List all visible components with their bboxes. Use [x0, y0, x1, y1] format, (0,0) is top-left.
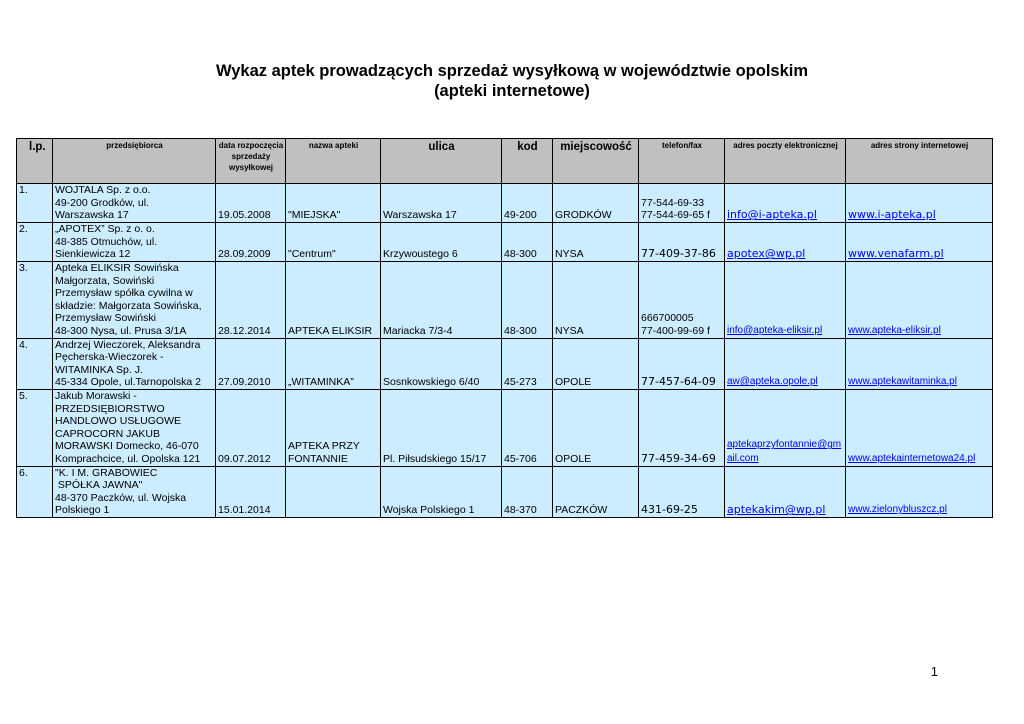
cell-nazwa: [286, 466, 381, 517]
email-link[interactable]: info@apteka-eliksir.pl: [727, 324, 823, 336]
cell-data-text: 28.12.2014: [218, 324, 271, 337]
przedsiebiorca-line: „APOTEX” Sp. z o. o.: [55, 223, 155, 236]
przedsiebiorca-line: Przemysław spółka cywilna w: [55, 287, 193, 300]
przedsiebiorca-line: Warszawska 17: [55, 209, 129, 222]
table-row: [17, 338, 993, 389]
cell-kod-text: 49-200: [504, 209, 537, 222]
cell-lp-text: 5.: [19, 389, 28, 402]
cell-ulica-text: Pl. Piłsudskiego 15/17: [383, 452, 487, 465]
cell-telefon: [639, 466, 725, 517]
telefon-line: 77-400-99-69 f: [641, 324, 710, 337]
cell-miejscowosc-text: NYSA: [555, 324, 584, 337]
website-link[interactable]: www.apteka-eliksir.pl: [848, 324, 941, 336]
przedsiebiorca-line: MORAWSKI Domecko, 46-070: [55, 440, 199, 453]
cell-email: [725, 262, 846, 339]
nazwa-line: "MIEJSKA": [288, 209, 341, 222]
cell-lp-text: 6.: [19, 466, 28, 479]
cell-przedsiebiorca: [53, 223, 216, 262]
przedsiebiorca-line: 45-334 Opole, ul.Tarnopolska 2: [55, 376, 201, 389]
nazwa-line: APTEKA PRZY: [288, 440, 360, 453]
cell-lp: [17, 262, 53, 339]
cell-data-text: 28.09.2009: [218, 248, 271, 261]
cell-www: [846, 223, 993, 262]
cell-email: [725, 184, 846, 223]
cell-telefon: [639, 262, 725, 339]
email-link[interactable]: apotex@wp.pl: [727, 247, 806, 261]
cell-kod: [502, 466, 553, 517]
przedsiebiorca-line: Apteka ELIKSIR Sowińska: [55, 262, 179, 274]
przedsiebiorca-line: 48-385 Otmuchów, ul.: [55, 235, 158, 248]
header-miejscowosc: miejscowość: [553, 139, 639, 184]
przedsiebiorca-line: 49-200 Grodków, ul.: [55, 196, 149, 209]
telefon-line: 77-409-37-86: [641, 247, 716, 261]
przedsiebiorca-line: "K. I M. GRABOWIEC: [55, 466, 158, 479]
cell-miejscowosc-text: OPOLE: [555, 376, 592, 389]
cell-data: [216, 389, 286, 466]
cell-nazwa: [286, 184, 381, 223]
przedsiebiorca-line: Jakub Morawski -: [55, 389, 137, 402]
cell-kod: [502, 389, 553, 466]
nazwa-line: APTEKA ELIKSIR: [288, 324, 373, 337]
przedsiebiorca-line: 48-300 Nysa, ul. Prusa 3/1A: [55, 324, 187, 337]
przedsiebiorca-line: Pęcherska-Wieczorek -: [55, 351, 164, 364]
cell-miejscowosc-text: PACZKÓW: [555, 504, 608, 517]
cell-miejscowosc: [553, 338, 639, 389]
table-row: [17, 223, 993, 262]
cell-przedsiebiorca: [53, 262, 216, 339]
przedsiebiorca-line: HANDLOWO USŁUGOWE: [55, 415, 182, 428]
cell-przedsiebiorca: [53, 338, 216, 389]
header-email: adres poczty elektronicznej: [725, 139, 846, 184]
cell-lp-text: 2.: [19, 223, 28, 235]
website-link[interactable]: www.aptekawitaminka.pl: [848, 376, 957, 388]
cell-data: [216, 262, 286, 339]
cell-miejscowosc-text: NYSA: [555, 248, 584, 261]
przedsiebiorca-line: Andrzej Wieczorek, Aleksandra: [55, 338, 201, 351]
cell-data-text: 09.07.2012: [218, 452, 271, 465]
przedsiebiorca-line: CAPROCORN JAKUB: [55, 427, 161, 440]
header-ulica: ulica: [381, 139, 502, 184]
cell-lp: [17, 338, 53, 389]
table-header-row: [17, 139, 993, 184]
cell-kod-text: 48-370: [504, 504, 537, 517]
cell-email: [725, 389, 846, 466]
cell-www: [846, 338, 993, 389]
header-data: data rozpoczęcia sprzedaży wysyłkowej: [216, 139, 286, 184]
page-number: 1: [930, 664, 938, 679]
website-link[interactable]: www.zielonybluszcz.pl: [848, 504, 947, 516]
cell-ulica-text: Krzywoustego 6: [383, 248, 458, 261]
cell-data: [216, 466, 286, 517]
cell-ulica: [381, 262, 502, 339]
telefon-line: 666700005: [641, 312, 694, 325]
cell-data-text: 19.05.2008: [218, 209, 271, 222]
cell-data: [216, 338, 286, 389]
cell-miejscowosc-text: GRODKÓW: [555, 209, 612, 222]
cell-kod-text: 48-300: [504, 248, 537, 261]
email-link[interactable]: aw@apteka.opole.pl: [727, 376, 818, 388]
cell-kod-text: 45-706: [504, 452, 537, 465]
cell-telefon: [639, 338, 725, 389]
cell-miejscowosc: [553, 262, 639, 339]
cell-lp-text: 1.: [19, 184, 28, 196]
cell-ulica: [381, 223, 502, 262]
cell-www: [846, 262, 993, 339]
cell-kod: [502, 184, 553, 223]
cell-ulica-text: Wojska Polskiego 1: [383, 504, 475, 517]
table-row: [17, 184, 993, 223]
cell-miejscowosc: [553, 223, 639, 262]
przedsiebiorca-line: Sienkiewicza 12: [55, 248, 131, 261]
cell-www: [846, 184, 993, 223]
cell-lp: [17, 223, 53, 262]
cell-data: [216, 184, 286, 223]
header-www: adres strony internetowej: [846, 139, 993, 184]
telefon-line: 77-544-69-33: [641, 196, 705, 209]
header-przedsiebiorca: przedsiębiorca: [53, 139, 216, 184]
cell-data-text: 15.01.2014: [218, 504, 271, 517]
telefon-line: 431-69-25: [641, 503, 698, 517]
cell-lp-text: 3.: [19, 262, 28, 274]
telefon-line: 77-544-69-65 f: [641, 209, 710, 222]
cell-ulica: [381, 338, 502, 389]
cell-email: [725, 466, 846, 517]
website-link[interactable]: www.venafarm.pl: [848, 247, 944, 261]
telefon-line: 77-459-34-69: [641, 451, 716, 465]
cell-miejscowosc: [553, 389, 639, 466]
header-nazwa: nazwa apteki: [286, 139, 381, 184]
cell-lp: [17, 466, 53, 517]
cell-lp-text: 4.: [19, 338, 28, 351]
przedsiebiorca-line: Przemysław Sowiński: [55, 312, 156, 325]
cell-ulica-text: Warszawska 17: [383, 209, 457, 222]
cell-nazwa: [286, 389, 381, 466]
przedsiebiorca-line: WITAMINKA Sp. J.: [55, 363, 143, 376]
przedsiebiorca-line: 48-370 Paczków, ul. Wojska: [55, 491, 187, 504]
table-row: [17, 389, 993, 466]
cell-telefon: [639, 184, 725, 223]
cell-miejscowosc: [553, 184, 639, 223]
header-telefon: telefon/fax: [639, 139, 725, 184]
website-link[interactable]: www.i-apteka.pl: [848, 208, 936, 222]
nazwa-line: "Centrum": [288, 248, 336, 261]
cell-lp: [17, 389, 53, 466]
email-link[interactable]: aptekakim@wp.pl: [727, 503, 826, 517]
cell-email: [725, 223, 846, 262]
przedsiebiorca-line: WOJTALA Sp. z o.o.: [55, 184, 151, 197]
cell-nazwa: [286, 262, 381, 339]
przedsiebiorca-line: SPÓŁKA JAWNA": [55, 479, 143, 492]
cell-ulica-text: Sosnkowskiego 6/40: [383, 376, 480, 389]
cell-kod: [502, 338, 553, 389]
cell-przedsiebiorca: [53, 466, 216, 517]
cell-przedsiebiorca: [53, 389, 216, 466]
cell-miejscowosc: [553, 466, 639, 517]
nazwa-line: FONTANNIE: [288, 452, 348, 465]
cell-ulica: [381, 466, 502, 517]
cell-email: [725, 338, 846, 389]
document-subtitle: (apteki internetowe): [434, 82, 590, 100]
przedsiebiorca-line: PRZEDSIĘBIORSTWO: [55, 402, 165, 415]
document-title: Wykaz aptek prowadzących sprzedaż wysyłkową w województwie opolskim: [215, 62, 809, 80]
pharmacy-table: [16, 138, 993, 518]
cell-ulica: [381, 389, 502, 466]
cell-kod-text: 45-273: [504, 376, 537, 389]
header-lp: l.p.: [17, 139, 53, 184]
table-row: [17, 466, 993, 517]
cell-data-text: 27.09.2010: [218, 376, 271, 389]
przedsiebiorca-line: Komprachcice, ul. Opolska 121: [55, 452, 201, 465]
email-link[interactable]: aptekaprzyfontannie@gmail.com: [727, 439, 842, 464]
table-row: [17, 262, 993, 339]
cell-ulica-text: Mariacka 7/3-4: [383, 324, 453, 337]
email-link[interactable]: info@i-apteka.pl: [727, 208, 817, 222]
website-link[interactable]: www.aptekainternetowa24.pl: [848, 452, 976, 464]
przedsiebiorca-line: Polskiego 1: [55, 504, 110, 517]
przedsiebiorca-line: składzie: Małgorzata Sowińska,: [55, 299, 202, 312]
cell-kod-text: 48-300: [504, 324, 537, 337]
cell-kod: [502, 223, 553, 262]
cell-ulica: [381, 184, 502, 223]
cell-www: [846, 466, 993, 517]
cell-kod: [502, 262, 553, 339]
cell-nazwa: [286, 338, 381, 389]
przedsiebiorca-line: Małgorzata, Sowiński: [55, 274, 155, 287]
nazwa-line: „WITAMINKA”: [288, 376, 354, 389]
cell-www: [846, 389, 993, 466]
cell-telefon: [639, 223, 725, 262]
cell-miejscowosc-text: OPOLE: [555, 452, 592, 465]
cell-telefon: [639, 389, 725, 466]
cell-przedsiebiorca: [53, 184, 216, 223]
cell-lp: [17, 184, 53, 223]
cell-data: [216, 223, 286, 262]
header-kod: kod: [502, 139, 553, 184]
telefon-line: 77-457-64-09: [641, 375, 716, 389]
cell-nazwa: [286, 223, 381, 262]
